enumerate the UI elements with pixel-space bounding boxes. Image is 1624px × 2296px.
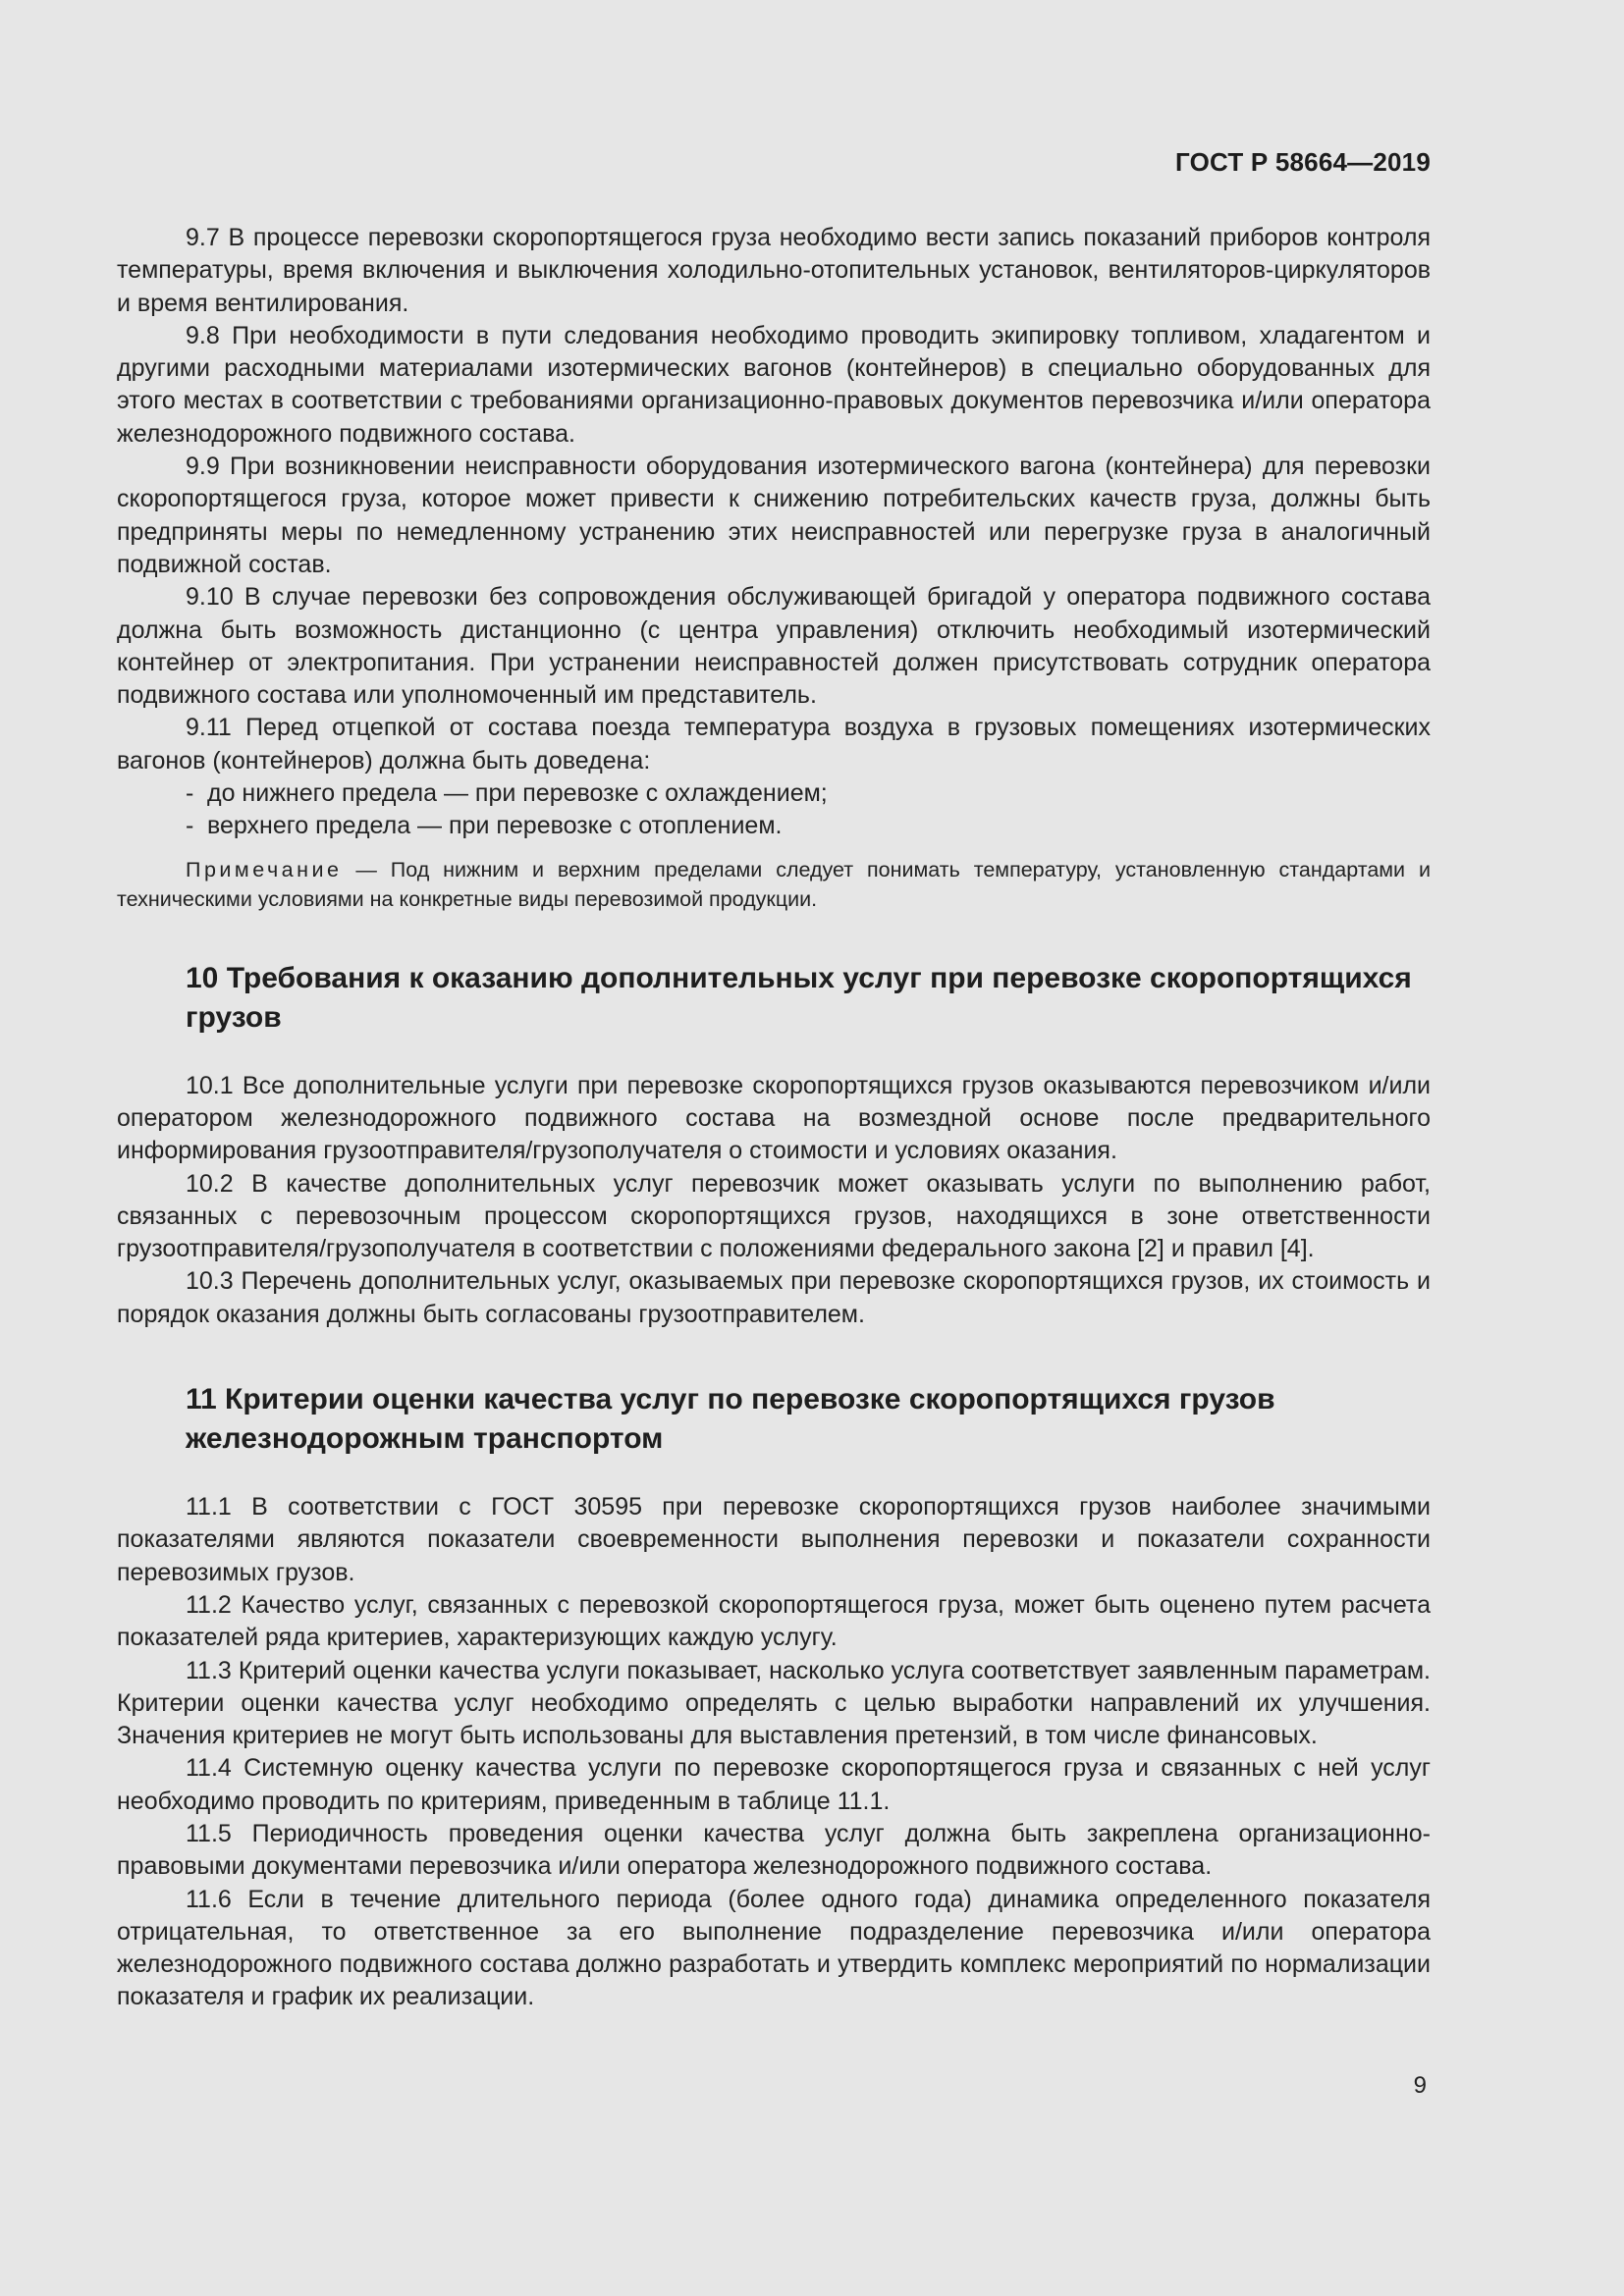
paragraph-11-4: 11.4 Системную оценку качества услуги по перевозке скоропортящегося груза и связанных с ней услуг необходимо проводить по критериям, приведенным в таблице 11.1.: [117, 1754, 1431, 1815]
note-label: Примечание: [186, 857, 343, 881]
paragraph-9-7: 9.7 В процессе перевозки скоропортящегося груза необходимо вести запись показаний приборов контроля температуры, время включения и выключения холодильно-отопительных установок, вентиляторов-циркуляторов и время вентилирования.: [117, 224, 1431, 317]
note: [117, 855, 1431, 914]
paragraph-10-3: 10.3 Перечень дополнительных услуг, оказываемых при перевозке скоропортящихся грузов, их стоимость и порядок оказания должны быть согласованы грузоотправителем.: [117, 1267, 1431, 1328]
paragraph-10-2: 10.2 В качестве дополнительных услуг перевозчик может оказывать услуги по выполнению работ, связанных с перевозочным процессом скоропортящихся грузов, находящихся в зоне ответственности грузоотправителя/грузополучателя в соответствии с положениями федерального закона [2] и правил [4].: [117, 1169, 1431, 1263]
paragraph-11-6: 11.6 Если в течение длительного периода (более одного года) динамика определенного показателя отрицательная, то ответственное за его выполнение подразделение перевозчика и/или оператора железнодорожного подвижного состава должно разработать и утвердить комплекс мероприятий по нормализации показателя и график их реализации.: [117, 1885, 1431, 2011]
paragraph-11-3: 11.3 Критерий оценки качества услуги показывает, насколько услуга соответствует заявленным параметрам. Критерии оценки качества услуг необходимо определять с целью выработки направлений их улучшения. Значения критериев не могут быть использованы для выставления претензий, в том числе финансовых.: [117, 1656, 1431, 1750]
list-item-text: до нижнего предела — при перевозке с охлаждением;: [207, 779, 828, 808]
list-item: [117, 777, 1431, 810]
paragraph-10-1: 10.1 Все дополнительные услуги при перевозке скоропортящихся грузов оказываются перевозчиком и/или оператором железнодорожного подвижного состава на возмездной основе после предварительного информирования грузоотправителя/грузополучателя о стоимости и условиях оказания.: [117, 1071, 1431, 1165]
paragraph-11-5: 11.5 Периодичность проведения оценки качества услуг должна быть закреплена организационно-правовыми документами перевозчика и/или оператора железнодорожного подвижного состава.: [117, 1819, 1431, 1881]
section-10-title: 10 Требования к оказанию дополнительных услуг при перевозке скоропортящихся грузов: [186, 961, 1412, 1034]
paragraph-11-1: 11.1 В соответствии с ГОСТ 30595 при перевозке скоропортящихся грузов наиболее значимыми показателями являются показатели своевременности выполнения перевозки и показатели сохранности перевозимых грузов.: [117, 1493, 1431, 1586]
list-dash: -: [186, 812, 194, 840]
list-item: [117, 810, 1431, 842]
paragraph-9-9: 9.9 При возникновении неисправности оборудования изотермического вагона (контейнера) для перевозки скоропортящегося груза, которое может привести к снижению потребительских качеств груза, должны быть предприняты меры по немедленному устранению этих неисправностей или перегрузке груза в аналогичный подвижной состав.: [117, 453, 1431, 578]
paragraph-9-10: 9.10 В случае перевозки без сопровождения обслуживающей бригадой у оператора подвижного состава должна быть возможность дистанционно (с центра управления) отключить необходимый изотермический контейнер от электропитания. При устранении неисправностей должен присутствовать сотрудник оператора подвижного состава или уполномоченный им представитель.: [117, 583, 1431, 710]
list-item-text: верхнего предела — при перевозке с отоплением.: [207, 812, 783, 840]
paragraph-11-2: 11.2 Качество услуг, связанных с перевозкой скоропортящегося груза, может быть оценено путем расчета показателей ряда критериев, характеризующих каждую услугу.: [117, 1590, 1431, 1652]
section-11-title: 11 Критерии оценки качества услуг по перевозке скоропортящихся грузов железнодорожным транспортом: [186, 1383, 1275, 1456]
page-number: 9: [1413, 2072, 1427, 2099]
paragraph-9-11: 9.11 Перед отцепкой от состава поезда температура воздуха в грузовых помещениях изотермических вагонов (контейнеров) должна быть доведена:: [117, 714, 1431, 774]
note-text: — Под нижним и верхним пределами следует понимать температуру, установленную стандартами и техническими условиями на конкретные виды перевозимой продукции.: [117, 857, 1431, 911]
document-code: ГОСТ Р 58664—2019: [1175, 147, 1431, 177]
list-dash: -: [186, 779, 194, 808]
paragraph-9-8: 9.8 При необходимости в пути следования необходимо проводить экипировку топливом, хладагентом и другими расходными материалами изотермических вагонов (контейнеров) в специально оборудованных для этого местах в соответствии с требованиями организационно-правовых документов перевозчика и/или оператора железнодорожного подвижного состава.: [117, 321, 1431, 448]
page-content: [117, 222, 1431, 2014]
